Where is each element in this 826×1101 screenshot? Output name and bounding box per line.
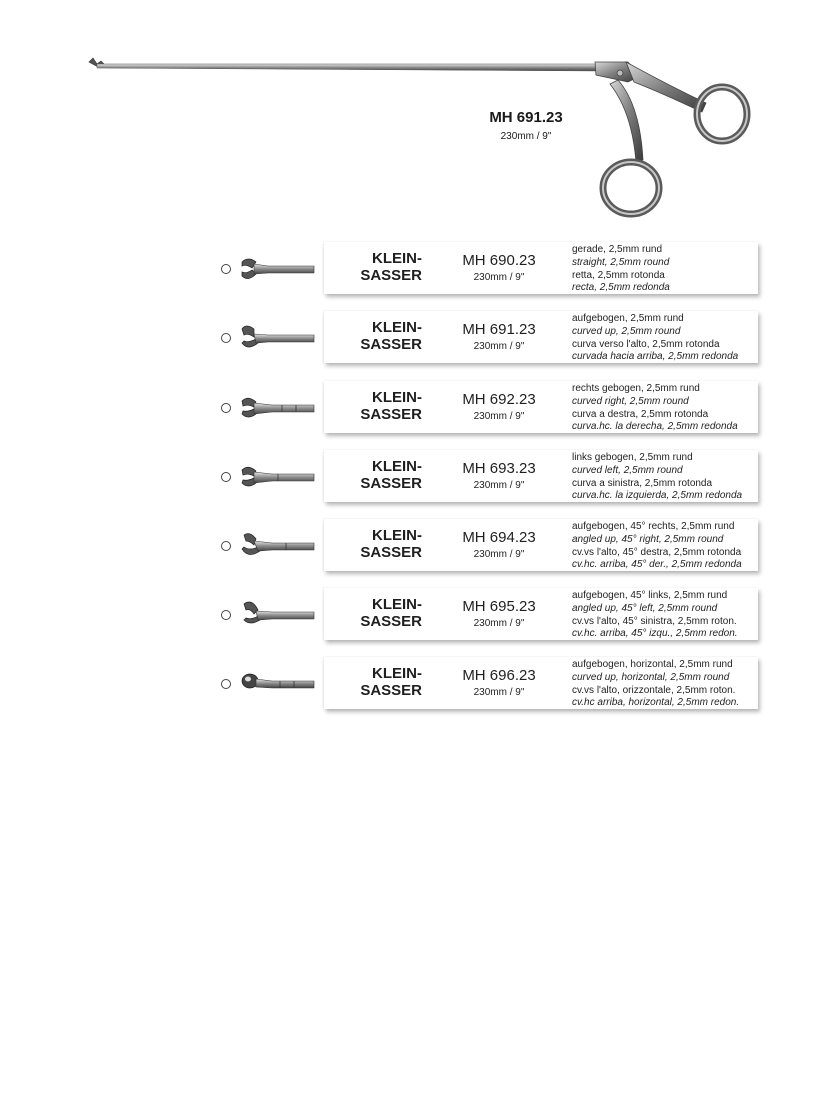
desc-es: curva.hc. la derecha, 2,5mm redonda bbox=[572, 421, 738, 433]
brand-line-2: SASSER bbox=[360, 544, 422, 561]
select-radio[interactable] bbox=[221, 403, 231, 413]
brand-line-2: SASSER bbox=[360, 682, 422, 699]
product-row bbox=[0, 381, 826, 435]
desc-de: links gebogen, 2,5mm rund bbox=[572, 452, 693, 463]
product-row bbox=[0, 311, 826, 365]
desc-es: cv.hc. arriba, 45° izqu., 2,5mm redon. bbox=[572, 628, 738, 640]
product-card bbox=[324, 242, 758, 294]
product-card bbox=[324, 311, 758, 363]
brand-line-2: SASSER bbox=[360, 613, 422, 630]
product-code: MH 694.23 bbox=[462, 529, 536, 546]
product-card bbox=[324, 588, 758, 640]
desc-it: curva a sinistra, 2,5mm rotonda bbox=[572, 477, 713, 489]
angled-right-tip-icon bbox=[238, 529, 316, 563]
select-radio[interactable] bbox=[221, 333, 231, 343]
hero-section bbox=[0, 0, 826, 230]
product-description bbox=[572, 590, 758, 641]
product-size: 230mm / 9" bbox=[473, 411, 525, 422]
desc-es: cv.hc arriba, horizontal, 2,5mm redon. bbox=[572, 697, 740, 709]
desc-en: straight, 2,5mm round bbox=[572, 256, 670, 268]
product-description bbox=[572, 244, 758, 295]
product-code: MH 696.23 bbox=[462, 667, 536, 684]
select-radio[interactable] bbox=[221, 679, 231, 689]
desc-de: aufgebogen, 45° rechts, 2,5mm rund bbox=[572, 521, 735, 532]
product-row bbox=[0, 242, 826, 296]
hero-product-size: 230mm / 9" bbox=[500, 131, 552, 142]
desc-es: cv.hc. arriba, 45° der., 2,5mm redonda bbox=[572, 559, 742, 571]
product-row bbox=[0, 657, 826, 711]
product-row bbox=[0, 450, 826, 504]
product-code: MH 692.23 bbox=[462, 391, 536, 408]
forceps-illustration bbox=[0, 0, 826, 230]
angled-left-tip-icon bbox=[238, 598, 316, 632]
product-description bbox=[572, 521, 758, 572]
product-code: MH 693.23 bbox=[462, 460, 536, 477]
product-size: 230mm / 9" bbox=[473, 272, 525, 283]
brand-line-2: SASSER bbox=[360, 406, 422, 423]
product-card bbox=[324, 450, 758, 502]
product-row bbox=[0, 588, 826, 642]
desc-es: recta, 2,5mm redonda bbox=[572, 282, 670, 294]
desc-it: cv.vs l'alto, 45° destra, 2,5mm rotonda bbox=[572, 546, 742, 558]
product-description bbox=[572, 659, 758, 710]
brand-line-1: KLEIN- bbox=[372, 665, 422, 682]
product-size: 230mm / 9" bbox=[473, 549, 525, 560]
desc-es: curva.hc. la izquierda, 2,5mm redonda bbox=[572, 490, 743, 502]
brand-line-1: KLEIN- bbox=[372, 527, 422, 544]
product-description bbox=[572, 383, 758, 434]
brand-line-1: KLEIN- bbox=[372, 596, 422, 613]
product-card bbox=[324, 657, 758, 709]
curved-right-tip-icon bbox=[238, 391, 316, 425]
product-description bbox=[572, 452, 758, 503]
select-radio[interactable] bbox=[221, 472, 231, 482]
brand-line-2: SASSER bbox=[360, 267, 422, 284]
brand-name bbox=[324, 596, 422, 630]
select-radio[interactable] bbox=[221, 264, 231, 274]
straight-tip-icon bbox=[238, 252, 316, 286]
brand-line-1: KLEIN- bbox=[372, 319, 422, 336]
desc-it: retta, 2,5mm rotonda bbox=[572, 269, 665, 281]
product-card bbox=[324, 381, 758, 433]
brand-line-1: KLEIN- bbox=[372, 389, 422, 406]
select-radio[interactable] bbox=[221, 541, 231, 551]
product-code: MH 691.23 bbox=[462, 321, 536, 338]
product-card bbox=[324, 519, 758, 571]
curved-up-tip-icon bbox=[238, 321, 316, 355]
product-code: MH 695.23 bbox=[462, 598, 536, 615]
product-description bbox=[572, 313, 758, 364]
brand-name bbox=[324, 665, 422, 699]
horizontal-tip-icon bbox=[238, 667, 316, 701]
curved-left-tip-icon bbox=[238, 460, 316, 494]
product-size: 230mm / 9" bbox=[473, 480, 525, 491]
brand-name bbox=[324, 319, 422, 353]
brand-line-2: SASSER bbox=[360, 475, 422, 492]
desc-it: curva verso l'alto, 2,5mm rotonda bbox=[572, 338, 720, 350]
product-row bbox=[0, 519, 826, 573]
product-size: 230mm / 9" bbox=[473, 687, 525, 698]
brand-line-2: SASSER bbox=[360, 336, 422, 353]
desc-es: curvada hacia arriba, 2,5mm redonda bbox=[572, 351, 739, 363]
select-radio[interactable] bbox=[221, 610, 231, 620]
desc-en: angled up, 45° left, 2,5mm round bbox=[572, 602, 718, 614]
brand-name bbox=[324, 527, 422, 561]
desc-de: aufgebogen, 2,5mm rund bbox=[572, 313, 684, 324]
brand-line-1: KLEIN- bbox=[372, 250, 422, 267]
desc-en: curved left, 2,5mm round bbox=[572, 464, 683, 476]
brand-name bbox=[324, 389, 422, 423]
desc-it: curva a destra, 2,5mm rotonda bbox=[572, 408, 709, 420]
product-size: 230mm / 9" bbox=[473, 618, 525, 629]
brand-line-1: KLEIN- bbox=[372, 458, 422, 475]
desc-it: cv.vs l'alto, 45° sinistra, 2,5mm roton. bbox=[572, 615, 737, 627]
desc-en: curved right, 2,5mm round bbox=[572, 395, 689, 407]
desc-en: angled up, 45° right, 2,5mm round bbox=[572, 533, 724, 545]
desc-de: aufgebogen, 45° links, 2,5mm rund bbox=[572, 590, 728, 601]
desc-de: aufgebogen, horizontal, 2,5mm rund bbox=[572, 659, 733, 670]
brand-name bbox=[324, 458, 422, 492]
brand-name bbox=[324, 250, 422, 284]
product-size: 230mm / 9" bbox=[473, 341, 525, 352]
desc-de: gerade, 2,5mm rund bbox=[572, 244, 663, 255]
desc-it: cv.vs l'alto, orizzontale, 2,5mm roton. bbox=[572, 684, 736, 696]
desc-en: curved up, 2,5mm round bbox=[572, 325, 681, 337]
desc-de: rechts gebogen, 2,5mm rund bbox=[572, 383, 700, 394]
desc-en: curved up, horizontal, 2,5mm round bbox=[572, 671, 730, 683]
product-code: MH 690.23 bbox=[462, 252, 536, 269]
hero-product-code: MH 691.23 bbox=[489, 109, 563, 126]
